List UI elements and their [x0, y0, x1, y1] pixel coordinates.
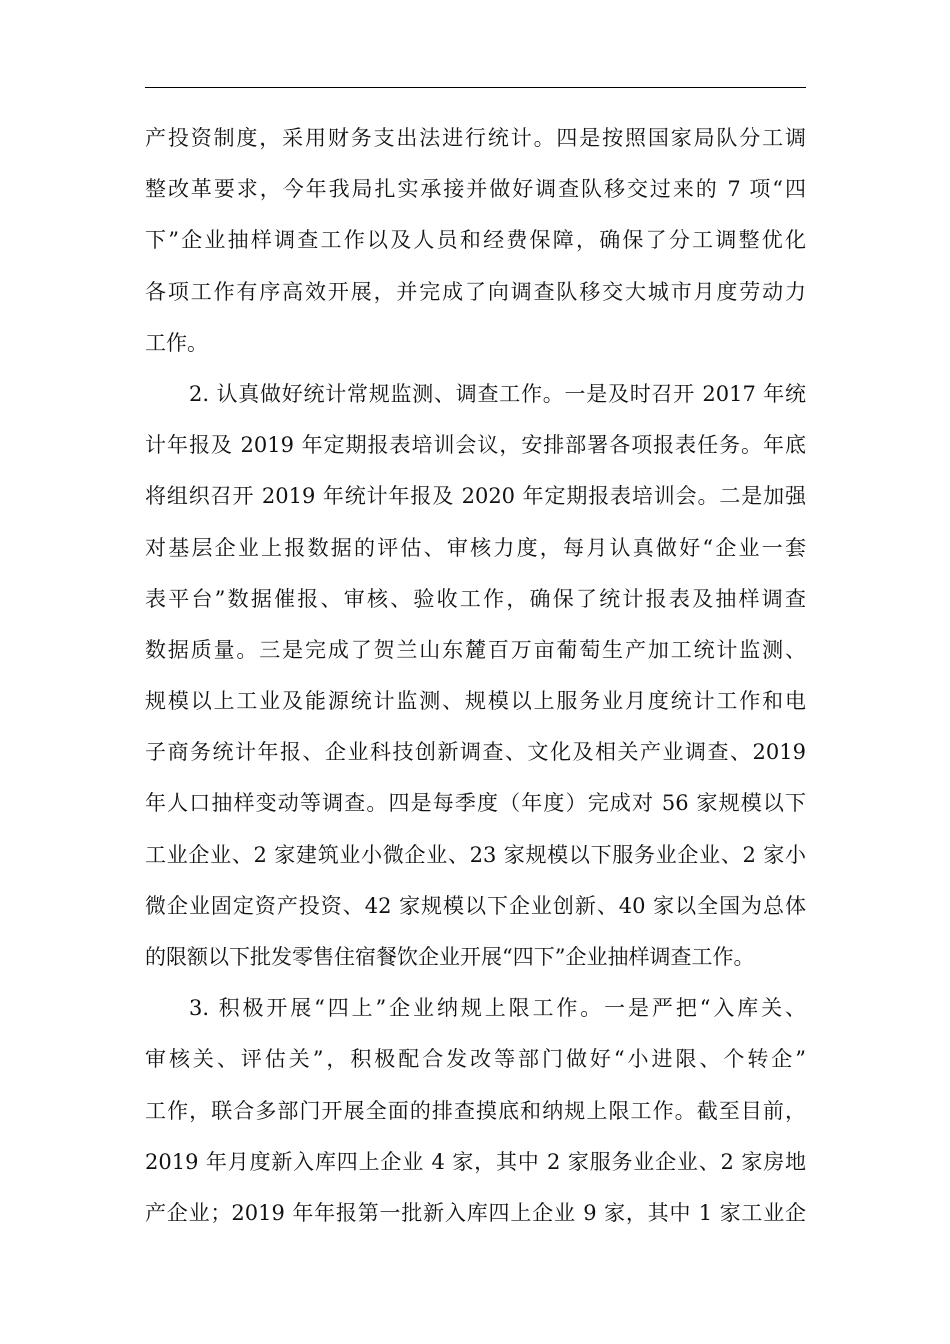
text-line: 的限额以下批发零售住宿餐饮企业开展“四下”企业抽样调查工作。	[145, 945, 755, 969]
text-line: 审核关、评估关”，积极配合发改等部门做好“小进限、个转企”	[145, 1047, 806, 1072]
paragraph-3-first-line: 3. 积极开展“四上”企业纳规上限工作。一是严把“入库关、	[189, 996, 806, 1021]
text-line: 产投资制度，采用财务支出法进行统计。四是按照国家局队分工调	[145, 126, 806, 150]
text-line: 工作。	[145, 330, 208, 355]
text-line: 表平台”数据催报、审核、验收工作，确保了统计报表及抽样调查	[145, 586, 806, 611]
text-line: 年人口抽样变动等调查。四是每季度（年度）完成对 56 家规模以下	[145, 791, 806, 816]
text-line: 工作，联合多部门开展全面的排查摸底和纳规上限工作。截至目前，	[145, 1098, 806, 1123]
paragraph-2-first-line: 2. 认真做好统计常规监测、调查工作。一是及时召开 2017 年统	[189, 381, 806, 406]
text-line: 规模以上工业及能源统计监测、规模以上服务业月度统计工作和电	[145, 689, 806, 714]
text-line: 产企业；2019 年年报第一批新入库四上企业 9 家，其中 1 家工业企	[145, 1200, 806, 1225]
text-line: 各项工作有序高效开展，并完成了向调查队移交大城市月度劳动力	[145, 279, 806, 304]
text-line: 工业企业、2 家建筑业小微企业、23 家规模以下服务业企业、2 家小	[145, 842, 806, 867]
header-rule	[145, 87, 806, 88]
text-line: 微企业固定资产投资、42 家规模以下企业创新、40 家以全国为总体	[145, 893, 806, 918]
text-line: 2019 年月度新入库四上企业 4 家，其中 2 家服务业企业、2 家房地	[145, 1149, 806, 1174]
document-body	[145, 116, 806, 1242]
text-line: 将组织召开 2019 年统计年报及 2020 年定期报表培训会。二是加强	[145, 484, 806, 509]
text-line: 数据质量。三是完成了贺兰山东麓百万亩葡萄生产加工统计监测、	[145, 637, 806, 662]
text-line: 整改革要求，今年我局扎实承接并做好调查队移交过来的 7 项“四	[145, 177, 806, 202]
text-line: 下”企业抽样调查工作以及人员和经费保障，确保了分工调整优化	[145, 228, 806, 253]
text-line: 计年报及 2019 年定期报表培训会议，安排部署各项报表任务。年底	[145, 433, 806, 458]
text-line: 子商务统计年报、企业科技创新调查、文化及相关产业调查、2019	[145, 740, 806, 765]
text-line: 对基层企业上报数据的评估、审核力度，每月认真做好“企业一套	[145, 535, 806, 560]
